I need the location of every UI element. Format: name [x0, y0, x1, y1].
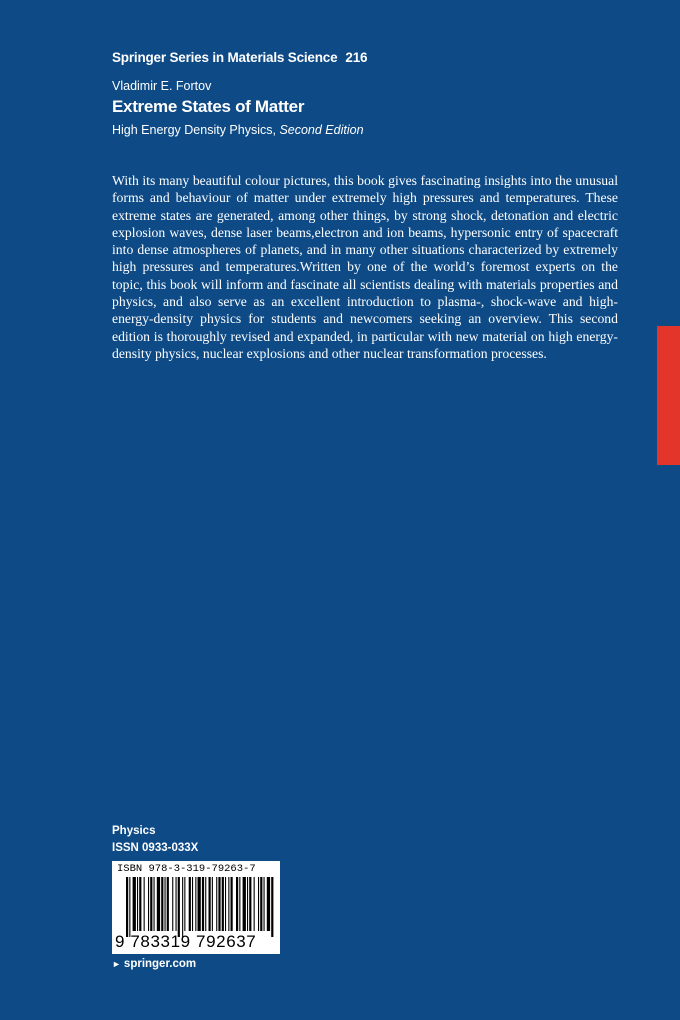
subtitle-main: High Energy Density Physics,	[112, 123, 276, 137]
author-name: Vladimir E. Fortov	[112, 79, 212, 93]
barcode-bar	[126, 877, 128, 937]
series-line	[112, 50, 367, 65]
series-number: 216	[345, 50, 368, 65]
issn-number: ISSN 0933-033X	[112, 842, 199, 854]
barcode-bar	[176, 877, 177, 931]
barcode-bar	[218, 877, 220, 931]
barcode-bar	[249, 877, 251, 931]
barcode-bar	[182, 877, 183, 937]
barcode-bar	[205, 877, 206, 931]
barcode-bar	[258, 877, 259, 931]
barcode-bar	[231, 877, 233, 931]
barcode-bar	[129, 877, 130, 937]
barcode-bar	[144, 877, 145, 931]
book-subtitle	[112, 123, 364, 137]
barcode-bar	[148, 877, 149, 931]
barcode-bar	[133, 877, 136, 931]
barcode-bar	[137, 877, 138, 931]
subtitle-edition: Second Edition	[279, 123, 364, 137]
barcode-bar	[198, 877, 201, 931]
barcode-bar	[150, 877, 152, 931]
isbn-label: ISBN 978-3-319-79263-7	[117, 863, 256, 875]
barcode-bar	[239, 877, 240, 931]
subject-category: Physics	[112, 825, 156, 837]
book-blurb: With its many beautiful colour pictures, this book gives fascinating insights into the unusual forms and behaviour of matter under extremely high pressures and temperatures. These extreme states are generated, among other things, by strong shock, detonation and electric explosion waves, dense laser beams,electron and ion beams, hypersonic entry of spacecraft into dense atmospheres of planets, and in many other situations characterized by extremely high pressures and temperatures.Written by one of the world’s foremost experts on the topic, this book will inform and fascinate all scientists dealing with materials properties and physics, and also serve as an excellent introduction to plasma-, shock-wave and high-energy-density physics for students and newcomers seeking an overview. This second edition is thoroughly revised and expanded, in particular with new material on high energy-density physics, nuclear explosions and other nuclear transformation processes.	[112, 173, 618, 361]
publisher-website	[112, 958, 196, 970]
barcode-bar	[222, 877, 224, 931]
barcode-bar	[247, 877, 248, 931]
barcode-bar	[184, 877, 185, 931]
barcode-bar	[178, 877, 180, 937]
barcode-bar	[167, 877, 169, 931]
barcode-bar	[139, 877, 141, 931]
barcode-bar	[189, 877, 191, 931]
barcode-bar	[260, 877, 262, 931]
barcode-bar	[157, 877, 160, 931]
barcode-digits: 9 783319 792637	[115, 932, 257, 951]
arrow-icon: ►	[112, 959, 121, 969]
series-name: Springer Series in Materials Science	[112, 50, 338, 65]
barcode-bar	[228, 877, 229, 931]
barcode-bar	[165, 877, 166, 931]
barcode-bar	[267, 877, 270, 931]
book-title: Extreme States of Matter	[112, 97, 305, 116]
barcode	[112, 861, 280, 954]
barcode-bar	[264, 877, 265, 931]
barcode-bar	[161, 877, 163, 931]
barcode-bar	[254, 877, 255, 931]
barcode-bar	[202, 877, 204, 931]
website-url: springer.com	[123, 958, 197, 970]
barcode-bar	[216, 877, 217, 931]
barcode-bar	[243, 877, 246, 931]
barcode-bar	[225, 877, 226, 931]
barcode-bar	[192, 877, 193, 931]
barcode-bar	[195, 877, 196, 931]
barcode-bar	[172, 877, 173, 931]
barcode-bar	[212, 877, 213, 931]
barcode-bar	[236, 877, 238, 931]
barcode-bar	[271, 877, 273, 937]
barcode-bar	[209, 877, 211, 931]
red-tab-marker	[657, 326, 680, 465]
barcode-bar	[154, 877, 155, 931]
